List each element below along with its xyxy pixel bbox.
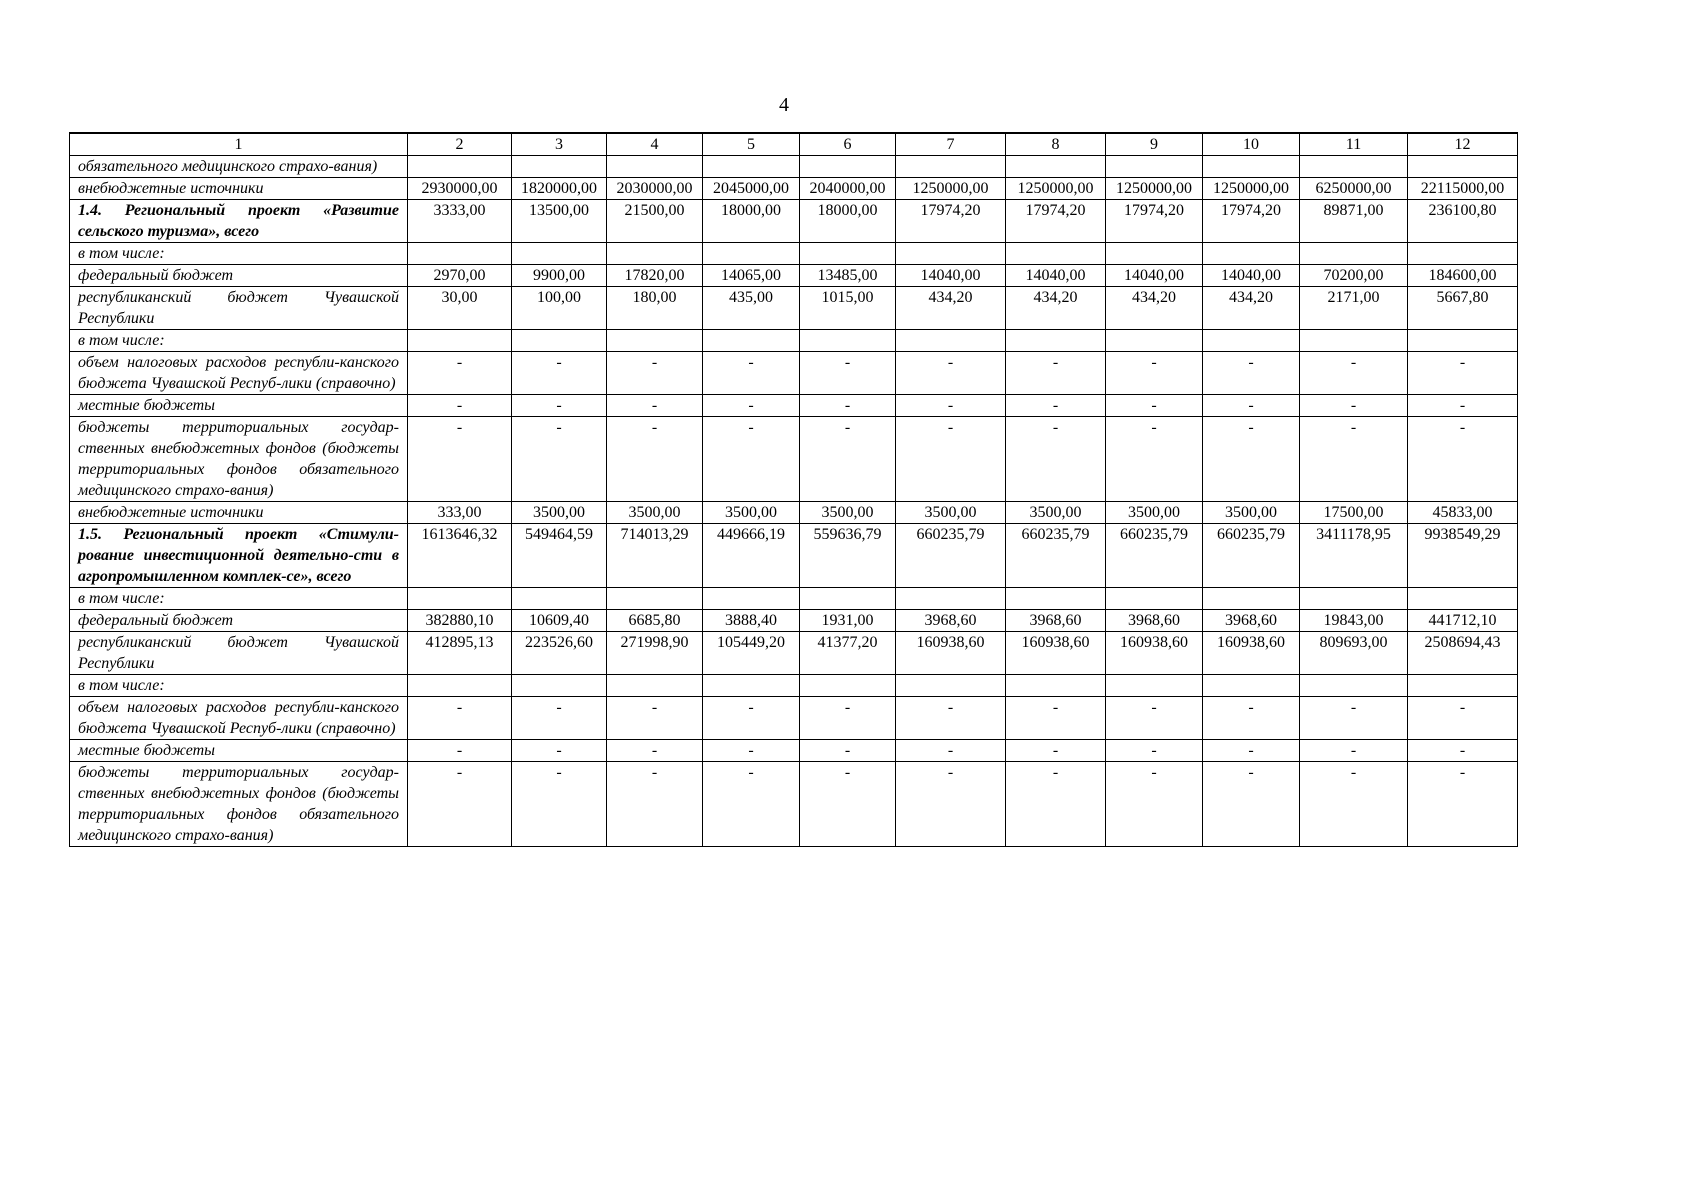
section-title-cell: 1.4. Региональный проект «Развитие сельского туризма», всего xyxy=(70,200,408,243)
row-label-cell: бюджеты территориальных государ-ственных внебюджетных фондов (бюджеты территориальных фондов обязательного медицинского страхо-вания) xyxy=(70,417,408,502)
value-cell xyxy=(1408,675,1518,697)
value-cell: - xyxy=(607,697,703,740)
value-cell xyxy=(408,588,512,610)
value-cell: - xyxy=(703,352,800,395)
value-cell: - xyxy=(1408,417,1518,502)
value-cell: 434,20 xyxy=(1203,287,1300,330)
value-cell xyxy=(1106,243,1203,265)
value-cell: 3888,40 xyxy=(703,610,800,632)
table-row xyxy=(70,697,1518,740)
column-header: 11 xyxy=(1300,133,1408,156)
value-cell: 3500,00 xyxy=(703,502,800,524)
value-cell xyxy=(1006,675,1106,697)
value-cell: - xyxy=(1106,417,1203,502)
value-cell: - xyxy=(800,395,896,417)
value-cell xyxy=(800,675,896,697)
value-cell xyxy=(1300,156,1408,178)
value-cell: - xyxy=(1203,395,1300,417)
value-cell: - xyxy=(1006,740,1106,762)
value-cell: 549464,59 xyxy=(512,524,607,588)
value-cell: - xyxy=(896,352,1006,395)
row-label-cell: местные бюджеты xyxy=(70,740,408,762)
value-cell: - xyxy=(607,740,703,762)
value-cell: 2930000,00 xyxy=(408,178,512,200)
value-cell: 41377,20 xyxy=(800,632,896,675)
value-cell xyxy=(607,243,703,265)
value-cell: - xyxy=(1408,740,1518,762)
value-cell xyxy=(896,156,1006,178)
value-cell: - xyxy=(1300,352,1408,395)
value-cell: 2970,00 xyxy=(408,265,512,287)
value-cell: 412895,13 xyxy=(408,632,512,675)
value-cell xyxy=(896,243,1006,265)
value-cell: - xyxy=(800,352,896,395)
value-cell xyxy=(1300,675,1408,697)
value-cell xyxy=(1203,243,1300,265)
value-cell: 3968,60 xyxy=(896,610,1006,632)
value-cell xyxy=(1300,330,1408,352)
value-cell: 18000,00 xyxy=(703,200,800,243)
value-cell xyxy=(1408,243,1518,265)
value-cell: 14065,00 xyxy=(703,265,800,287)
value-cell: 3968,60 xyxy=(1203,610,1300,632)
value-cell: - xyxy=(1300,740,1408,762)
value-cell: 160938,60 xyxy=(1006,632,1106,675)
value-cell: 14040,00 xyxy=(896,265,1006,287)
value-cell: - xyxy=(1203,417,1300,502)
value-cell: 184600,00 xyxy=(1408,265,1518,287)
value-cell xyxy=(1106,330,1203,352)
value-cell: - xyxy=(896,697,1006,740)
table-header-row xyxy=(70,133,1518,156)
value-cell: - xyxy=(1006,395,1106,417)
value-cell: - xyxy=(408,762,512,847)
value-cell xyxy=(703,330,800,352)
value-cell: - xyxy=(1203,762,1300,847)
value-cell xyxy=(800,156,896,178)
value-cell: - xyxy=(1006,417,1106,502)
value-cell: 449666,19 xyxy=(703,524,800,588)
value-cell: 434,20 xyxy=(1106,287,1203,330)
value-cell xyxy=(703,243,800,265)
value-cell: - xyxy=(1408,395,1518,417)
value-cell xyxy=(896,675,1006,697)
value-cell: 70200,00 xyxy=(1300,265,1408,287)
value-cell: 2040000,00 xyxy=(800,178,896,200)
value-cell: - xyxy=(607,762,703,847)
value-cell: 3333,00 xyxy=(408,200,512,243)
value-cell: - xyxy=(1300,395,1408,417)
value-cell: 3411178,95 xyxy=(1300,524,1408,588)
value-cell xyxy=(512,156,607,178)
value-cell: 382880,10 xyxy=(408,610,512,632)
value-cell: 160938,60 xyxy=(1203,632,1300,675)
value-cell xyxy=(1408,588,1518,610)
value-cell xyxy=(512,588,607,610)
value-cell: 434,20 xyxy=(896,287,1006,330)
value-cell xyxy=(1006,588,1106,610)
value-cell: 3500,00 xyxy=(800,502,896,524)
value-cell: 89871,00 xyxy=(1300,200,1408,243)
value-cell: - xyxy=(607,395,703,417)
value-cell: - xyxy=(512,740,607,762)
column-header: 2 xyxy=(408,133,512,156)
row-label-cell: в том числе: xyxy=(70,675,408,697)
value-cell: - xyxy=(512,697,607,740)
value-cell xyxy=(408,243,512,265)
value-cell: - xyxy=(607,352,703,395)
row-label-cell: объем налоговых расходов республи-канского бюджета Чувашской Респуб-лики (справочно) xyxy=(70,697,408,740)
value-cell: - xyxy=(408,352,512,395)
budget-table xyxy=(69,132,1518,847)
value-cell: - xyxy=(1106,395,1203,417)
value-cell xyxy=(1006,330,1106,352)
value-cell: 1015,00 xyxy=(800,287,896,330)
value-cell: 18000,00 xyxy=(800,200,896,243)
value-cell xyxy=(512,675,607,697)
value-cell xyxy=(1408,156,1518,178)
value-cell: - xyxy=(703,762,800,847)
value-cell xyxy=(1006,156,1106,178)
value-cell: 17974,20 xyxy=(1203,200,1300,243)
value-cell xyxy=(1106,588,1203,610)
value-cell xyxy=(1300,588,1408,610)
value-cell: 19843,00 xyxy=(1300,610,1408,632)
table-row xyxy=(70,330,1518,352)
value-cell: - xyxy=(896,762,1006,847)
value-cell: - xyxy=(1006,352,1106,395)
value-cell: 180,00 xyxy=(607,287,703,330)
value-cell: 3968,60 xyxy=(1006,610,1106,632)
value-cell: - xyxy=(1203,697,1300,740)
table-row xyxy=(70,675,1518,697)
value-cell: 3500,00 xyxy=(1006,502,1106,524)
value-cell xyxy=(408,330,512,352)
value-cell: - xyxy=(512,762,607,847)
value-cell: 441712,10 xyxy=(1408,610,1518,632)
value-cell: 14040,00 xyxy=(1106,265,1203,287)
value-cell: 1250000,00 xyxy=(1006,178,1106,200)
value-cell: 22115000,00 xyxy=(1408,178,1518,200)
section-title-cell: 1.5. Региональный проект «Стимули-рование инвестиционной деятельно-сти в агропромышленном комплек-се», всего xyxy=(70,524,408,588)
value-cell: 1250000,00 xyxy=(896,178,1006,200)
row-label-cell: внебюджетные источники xyxy=(70,502,408,524)
table-row xyxy=(70,524,1518,588)
column-header: 3 xyxy=(512,133,607,156)
value-cell xyxy=(800,330,896,352)
value-cell: 2045000,00 xyxy=(703,178,800,200)
value-cell xyxy=(408,156,512,178)
value-cell xyxy=(512,330,607,352)
value-cell: 17974,20 xyxy=(896,200,1006,243)
value-cell: 14040,00 xyxy=(1203,265,1300,287)
value-cell: 271998,90 xyxy=(607,632,703,675)
value-cell: - xyxy=(896,417,1006,502)
table-row xyxy=(70,243,1518,265)
value-cell xyxy=(607,588,703,610)
value-cell: - xyxy=(1408,697,1518,740)
row-label-cell: внебюджетные источники xyxy=(70,178,408,200)
value-cell: - xyxy=(703,697,800,740)
value-cell: - xyxy=(1408,762,1518,847)
value-cell xyxy=(1203,330,1300,352)
value-cell xyxy=(703,156,800,178)
value-cell: 3500,00 xyxy=(896,502,1006,524)
value-cell: 1820000,00 xyxy=(512,178,607,200)
value-cell: 809693,00 xyxy=(1300,632,1408,675)
value-cell xyxy=(1408,330,1518,352)
value-cell: - xyxy=(1300,697,1408,740)
row-label-cell: обязательного медицинского страхо-вания) xyxy=(70,156,408,178)
value-cell: - xyxy=(703,417,800,502)
row-label-cell: в том числе: xyxy=(70,588,408,610)
table-row xyxy=(70,762,1518,847)
value-cell xyxy=(512,243,607,265)
value-cell: 17500,00 xyxy=(1300,502,1408,524)
value-cell: 17974,20 xyxy=(1006,200,1106,243)
value-cell: - xyxy=(408,395,512,417)
page-number: 4 xyxy=(779,94,789,116)
value-cell: - xyxy=(1106,762,1203,847)
budget-table-body xyxy=(70,133,1518,847)
value-cell: 1931,00 xyxy=(800,610,896,632)
value-cell: 10609,40 xyxy=(512,610,607,632)
value-cell: 3500,00 xyxy=(512,502,607,524)
value-cell: 17974,20 xyxy=(1106,200,1203,243)
value-cell: 3500,00 xyxy=(1203,502,1300,524)
value-cell: 559636,79 xyxy=(800,524,896,588)
column-header: 5 xyxy=(703,133,800,156)
value-cell xyxy=(703,588,800,610)
row-label-cell: объем налоговых расходов республи-канского бюджета Чувашской Респуб-лики (справочно) xyxy=(70,352,408,395)
value-cell: 100,00 xyxy=(512,287,607,330)
row-label-cell: в том числе: xyxy=(70,330,408,352)
value-cell xyxy=(1203,156,1300,178)
value-cell: - xyxy=(1006,762,1106,847)
value-cell: 2508694,43 xyxy=(1408,632,1518,675)
column-header: 6 xyxy=(800,133,896,156)
value-cell: - xyxy=(512,352,607,395)
column-header: 9 xyxy=(1106,133,1203,156)
value-cell: 660235,79 xyxy=(896,524,1006,588)
value-cell: 21500,00 xyxy=(607,200,703,243)
row-label-cell: местные бюджеты xyxy=(70,395,408,417)
value-cell: - xyxy=(1300,762,1408,847)
value-cell xyxy=(896,330,1006,352)
table-row xyxy=(70,287,1518,330)
table-row xyxy=(70,265,1518,287)
table-row xyxy=(70,588,1518,610)
value-cell: - xyxy=(800,740,896,762)
value-cell xyxy=(800,243,896,265)
value-cell xyxy=(703,675,800,697)
value-cell: 160938,60 xyxy=(896,632,1006,675)
value-cell: 2171,00 xyxy=(1300,287,1408,330)
value-cell xyxy=(1203,675,1300,697)
value-cell xyxy=(408,675,512,697)
value-cell: 160938,60 xyxy=(1106,632,1203,675)
value-cell: - xyxy=(512,395,607,417)
value-cell xyxy=(607,156,703,178)
value-cell: 1613646,32 xyxy=(408,524,512,588)
value-cell: - xyxy=(1203,352,1300,395)
value-cell xyxy=(896,588,1006,610)
table-row xyxy=(70,395,1518,417)
value-cell: 236100,80 xyxy=(1408,200,1518,243)
value-cell: 714013,29 xyxy=(607,524,703,588)
value-cell: 5667,80 xyxy=(1408,287,1518,330)
value-cell: - xyxy=(800,762,896,847)
value-cell: 434,20 xyxy=(1006,287,1106,330)
table-row xyxy=(70,610,1518,632)
value-cell: - xyxy=(896,740,1006,762)
value-cell: 6685,80 xyxy=(607,610,703,632)
table-row xyxy=(70,502,1518,524)
value-cell xyxy=(1006,243,1106,265)
row-label-cell: республиканский бюджет Чувашской Республики xyxy=(70,287,408,330)
value-cell: - xyxy=(896,395,1006,417)
column-header: 1 xyxy=(70,133,408,156)
row-label-cell: федеральный бюджет xyxy=(70,610,408,632)
row-label-cell: федеральный бюджет xyxy=(70,265,408,287)
table-row xyxy=(70,178,1518,200)
column-header: 4 xyxy=(607,133,703,156)
column-header: 10 xyxy=(1203,133,1300,156)
column-header: 7 xyxy=(896,133,1006,156)
table-row xyxy=(70,632,1518,675)
value-cell: 13485,00 xyxy=(800,265,896,287)
value-cell xyxy=(607,330,703,352)
table-row xyxy=(70,156,1518,178)
value-cell xyxy=(1106,156,1203,178)
value-cell: 435,00 xyxy=(703,287,800,330)
value-cell: - xyxy=(1300,417,1408,502)
value-cell: 3500,00 xyxy=(1106,502,1203,524)
value-cell: 30,00 xyxy=(408,287,512,330)
value-cell: - xyxy=(703,395,800,417)
value-cell: - xyxy=(1408,352,1518,395)
row-label-cell: бюджеты территориальных государ-ственных внебюджетных фондов (бюджеты территориальных фондов обязательного медицинского страхо-вания) xyxy=(70,762,408,847)
value-cell: 13500,00 xyxy=(512,200,607,243)
value-cell: - xyxy=(1106,352,1203,395)
value-cell xyxy=(1203,588,1300,610)
value-cell: 223526,60 xyxy=(512,632,607,675)
value-cell: 6250000,00 xyxy=(1300,178,1408,200)
value-cell: 9900,00 xyxy=(512,265,607,287)
value-cell: 660235,79 xyxy=(1006,524,1106,588)
column-header: 8 xyxy=(1006,133,1106,156)
value-cell: 14040,00 xyxy=(1006,265,1106,287)
value-cell xyxy=(607,675,703,697)
value-cell: - xyxy=(800,697,896,740)
value-cell: - xyxy=(1106,697,1203,740)
value-cell: - xyxy=(408,697,512,740)
value-cell: 2030000,00 xyxy=(607,178,703,200)
value-cell: - xyxy=(408,740,512,762)
table-row xyxy=(70,740,1518,762)
value-cell: - xyxy=(1106,740,1203,762)
column-header: 12 xyxy=(1408,133,1518,156)
value-cell: 105449,20 xyxy=(703,632,800,675)
value-cell: 9938549,29 xyxy=(1408,524,1518,588)
value-cell: 660235,79 xyxy=(1203,524,1300,588)
value-cell: 3500,00 xyxy=(607,502,703,524)
value-cell: 3968,60 xyxy=(1106,610,1203,632)
value-cell: 660235,79 xyxy=(1106,524,1203,588)
value-cell: - xyxy=(607,417,703,502)
value-cell: 1250000,00 xyxy=(1106,178,1203,200)
value-cell xyxy=(1106,675,1203,697)
value-cell xyxy=(800,588,896,610)
value-cell: - xyxy=(703,740,800,762)
value-cell: - xyxy=(512,417,607,502)
row-label-cell: республиканский бюджет Чувашской Республики xyxy=(70,632,408,675)
table-row xyxy=(70,200,1518,243)
value-cell: - xyxy=(800,417,896,502)
value-cell: 17820,00 xyxy=(607,265,703,287)
value-cell: 1250000,00 xyxy=(1203,178,1300,200)
value-cell: - xyxy=(1203,740,1300,762)
value-cell: 45833,00 xyxy=(1408,502,1518,524)
row-label-cell: в том числе: xyxy=(70,243,408,265)
table-row xyxy=(70,417,1518,502)
value-cell: 333,00 xyxy=(408,502,512,524)
table-row xyxy=(70,352,1518,395)
value-cell: - xyxy=(1006,697,1106,740)
value-cell: - xyxy=(408,417,512,502)
value-cell xyxy=(1300,243,1408,265)
